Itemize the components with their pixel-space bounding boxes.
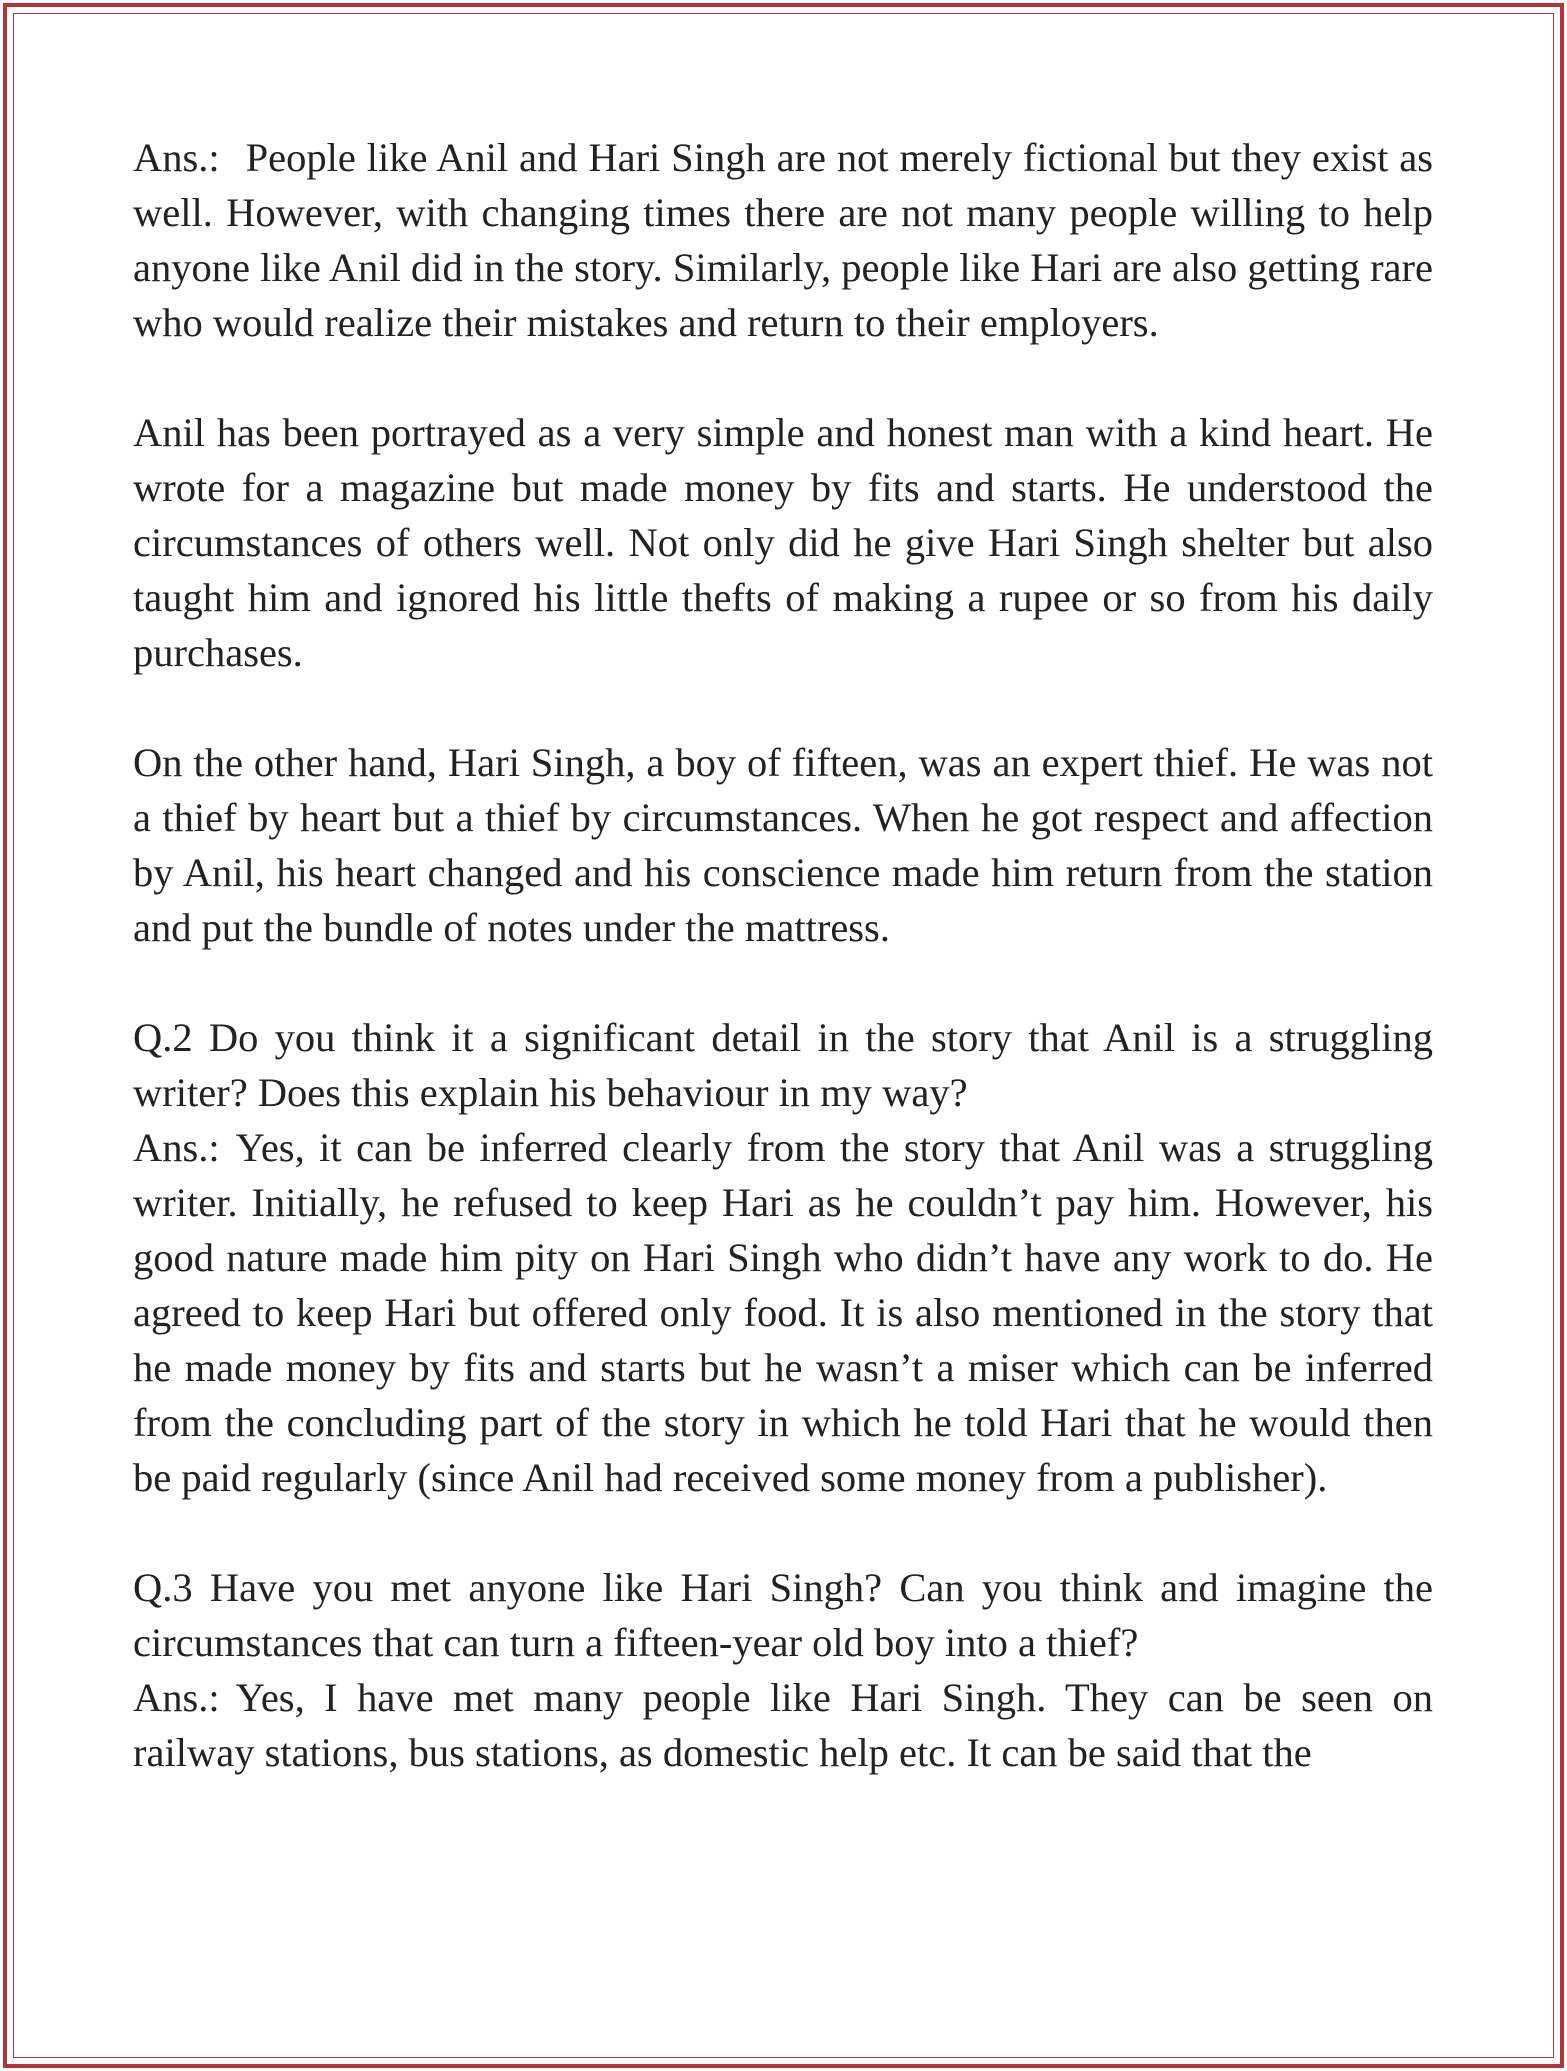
hari-description-paragraph: On the other hand, Hari Singh, a boy of fifteen, was an expert thief. He was not a thief by heart but a thief by circumstances. When he got respect and affection by Anil, his heart changed and his conscience made him return from the station and put the bundle of notes under the mattress.	[133, 740, 1433, 950]
answer-label: Ans.:	[133, 1125, 220, 1170]
answer-text: Yes, I have met many people like Hari Singh. They can be seen on railway stations, bus stations, as domestic help etc. It can be said that the	[133, 1675, 1433, 1775]
answer-1-paragraph	[133, 130, 1433, 350]
document-body	[133, 130, 1433, 1835]
question-3-answer	[133, 1670, 1433, 1780]
question-3-text: Q.3 Have you met anyone like Hari Singh? Can you think and imagine the circumstances that can turn a fifteen-year old boy into a thief?	[133, 1565, 1433, 1665]
question-2-block	[133, 1010, 1433, 1505]
answer-text: Yes, it can be inferred clearly from the story that Anil was a struggling writer. Initially, he refused to keep Hari as he couldn’t pay him. However, his good nature made him pity on Hari Singh who didn’t have any work to do. He agreed to keep Hari but offered only food. It is also mentioned in the story that he made money by fits and starts but he wasn’t a miser which can be inferred from the concluding part of the story in which he told Hari that he would then be paid regularly (since Anil had received some money from a publisher).	[133, 1125, 1433, 1500]
question-2-text: Q.2 Do you think it a significant detail in the story that Anil is a struggling writer? Does this explain his behaviour in my way?	[133, 1015, 1433, 1115]
answer-label: Ans.:	[133, 1675, 220, 1720]
answer-label: Ans.:	[133, 135, 220, 180]
question-3-block	[133, 1560, 1433, 1780]
question-2-answer	[133, 1120, 1433, 1505]
anil-description-paragraph: Anil has been portrayed as a very simple and honest man with a kind heart. He wrote for a magazine but made money by fits and starts. He understood the circumstances of others well. Not only did he give Hari Singh shelter but also taught him and ignored his little thefts of making a rupee or so from his daily purchases.	[133, 410, 1433, 675]
answer-text: People like Anil and Hari Singh are not merely fictional but they exist as well. However, with changing times there are not many people willing to help anyone like Anil did in the story. Similarly, people like Hari are also getting rare who would realize their mistakes and return to their employers.	[133, 135, 1433, 345]
